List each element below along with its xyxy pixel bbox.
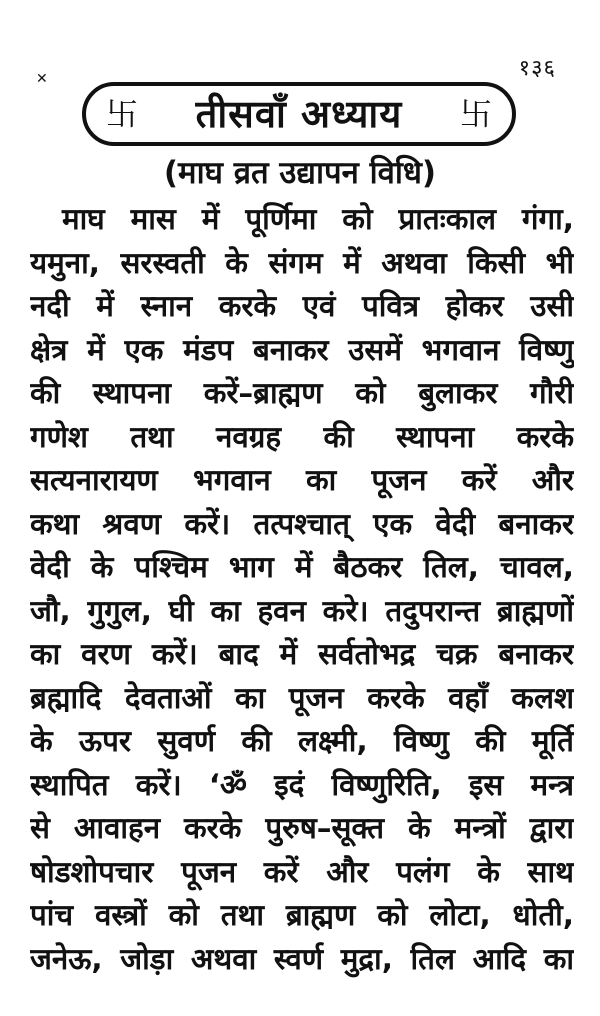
swastika-left-icon: 卐 xyxy=(106,95,139,133)
text-line: की स्थापना करें–ब्राह्मण को बुलाकर गौरी xyxy=(30,376,574,410)
text-line: षोडशोपचार पूजन करें और पलंग के साथ xyxy=(30,854,574,889)
chapter-title-frame xyxy=(82,82,516,146)
text-line: नदी में स्नान करके एवं पवित्र होकर उसी xyxy=(30,289,574,323)
text-line: पांच वस्त्रों को तथा ब्राह्मण को लोटा, धोती, xyxy=(30,898,574,932)
text-line: का वरण करें। बाद में सर्वतोभद्र चक्र बनाकर xyxy=(30,637,574,671)
text-line: क्षेत्र में एक मंडप बनाकर उसमें भगवान विष्णु xyxy=(30,332,574,367)
body-text xyxy=(30,198,574,981)
chapter-title: तीसवाँ अध्याय xyxy=(195,92,403,136)
text-line: जौ, गुगुल, घी का हवन करे। तदुपरान्त ब्राह्मणों xyxy=(30,593,574,628)
page-number: १३६ xyxy=(518,56,556,81)
text-line: के ऊपर सुवर्ण की लक्ष्मी, विष्णु की मूर्ति xyxy=(30,724,574,758)
text-line: यमुना, सरस्वती के संगम में अथवा किसी भी xyxy=(30,245,574,280)
text-line: ब्रह्मादि देवताओं का पूजन करके वहाँ कलश xyxy=(30,680,574,715)
text-line: गणेश तथा नवग्रह की स्थापना करके xyxy=(30,419,574,454)
text-line: वेदी के पश्चिम भाग में बैठकर तिल, चावल, xyxy=(30,550,574,584)
text-line: जनेऊ, जोड़ा अथवा स्वर्ण मुद्रा, तिल आदि का xyxy=(30,941,574,976)
chapter-subtitle: (माघ व्रत उद्यापन विधि) xyxy=(163,155,437,191)
text-line: स्थापित करें। ‘ॐ इदं विष्णुरिति, इस मन्त्र xyxy=(30,767,574,802)
corner-mark: ✕ xyxy=(36,71,48,87)
text-line: कथा श्रवण करें। तत्पश्चात् एक वेदी बनाकर xyxy=(30,506,574,541)
swastika-right-icon: 卐 xyxy=(459,95,492,133)
text-line: माघ मास में पूर्णिमा को प्रातःकाल गंगा, xyxy=(62,202,574,236)
text-line: सत्यनारायण भगवान का पूजन करें और xyxy=(30,463,574,497)
text-line: से आवाहन करके पुरुष–सूक्त के मन्त्रों द्वारा xyxy=(30,811,574,845)
